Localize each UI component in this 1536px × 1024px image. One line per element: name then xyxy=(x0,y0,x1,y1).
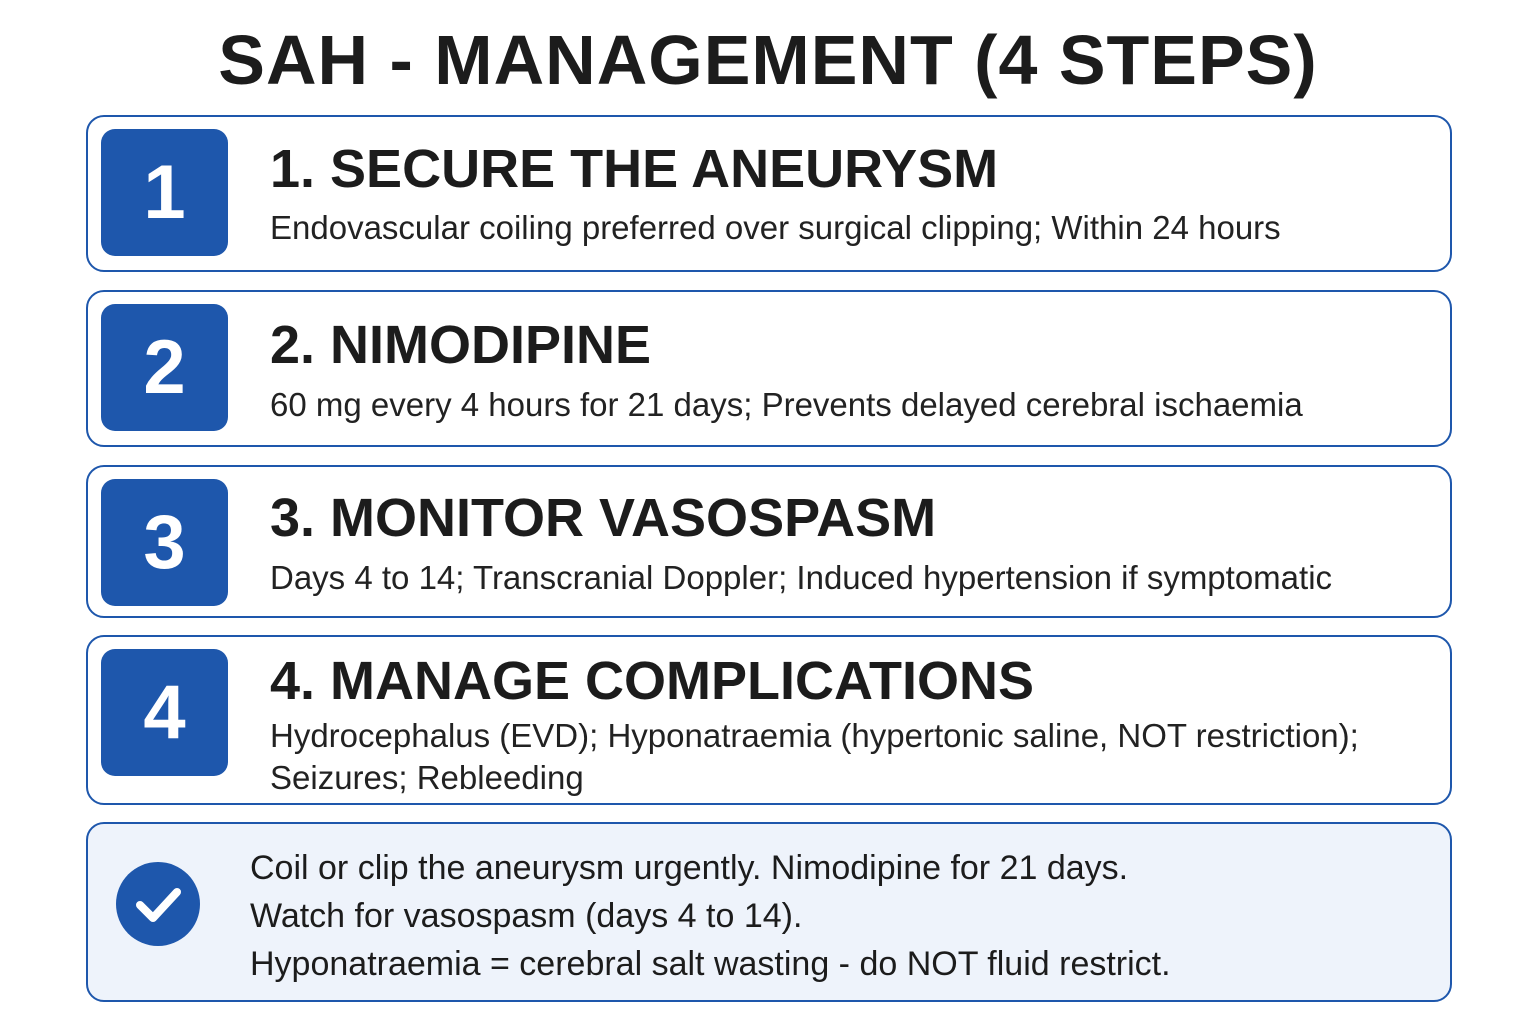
step-card-3 xyxy=(86,465,1452,618)
step-card-1 xyxy=(86,115,1452,272)
summary-line: Watch for vasospasm (days 4 to 14). xyxy=(250,897,803,935)
check-circle-icon xyxy=(116,862,200,946)
step-description: Endovascular coiling preferred over surgical clipping; Within 24 hours xyxy=(270,209,1281,246)
step-description: Hydrocephalus (EVD); Hyponatraemia (hypertonic saline, NOT restriction); Seizures; Rebleeding xyxy=(270,717,1359,796)
checkmark-icon xyxy=(116,862,200,946)
step-card-4 xyxy=(86,635,1452,805)
step-number-badge: 4 xyxy=(101,649,228,776)
step-number-badge: 1 xyxy=(101,129,228,256)
summary-line: Coil or clip the aneurysm urgently. Nimodipine for 21 days. xyxy=(250,849,1129,887)
step-heading: 1. SECURE THE ANEURYSM xyxy=(270,139,999,199)
step-description: 60 mg every 4 hours for 21 days; Prevents delayed cerebral ischaemia xyxy=(270,386,1303,423)
page-title: SAH - MANAGEMENT (4 STEPS) xyxy=(218,21,1318,99)
summary-text xyxy=(250,844,1420,988)
step-number-badge: 2 xyxy=(101,304,228,431)
step-heading: 4. MANAGE COMPLICATIONS xyxy=(270,651,1035,711)
step-heading: 3. MONITOR VASOSPASM xyxy=(270,488,937,548)
step-description: Days 4 to 14; Transcranial Doppler; Induced hypertension if symptomatic xyxy=(270,559,1333,596)
step-heading: 2. NIMODIPINE xyxy=(270,315,652,375)
step-number-badge: 3 xyxy=(101,479,228,606)
step-card-2 xyxy=(86,290,1452,447)
summary-box xyxy=(86,822,1452,1002)
summary-line: Hyponatraemia = cerebral salt wasting - do NOT fluid restrict. xyxy=(250,945,1171,983)
